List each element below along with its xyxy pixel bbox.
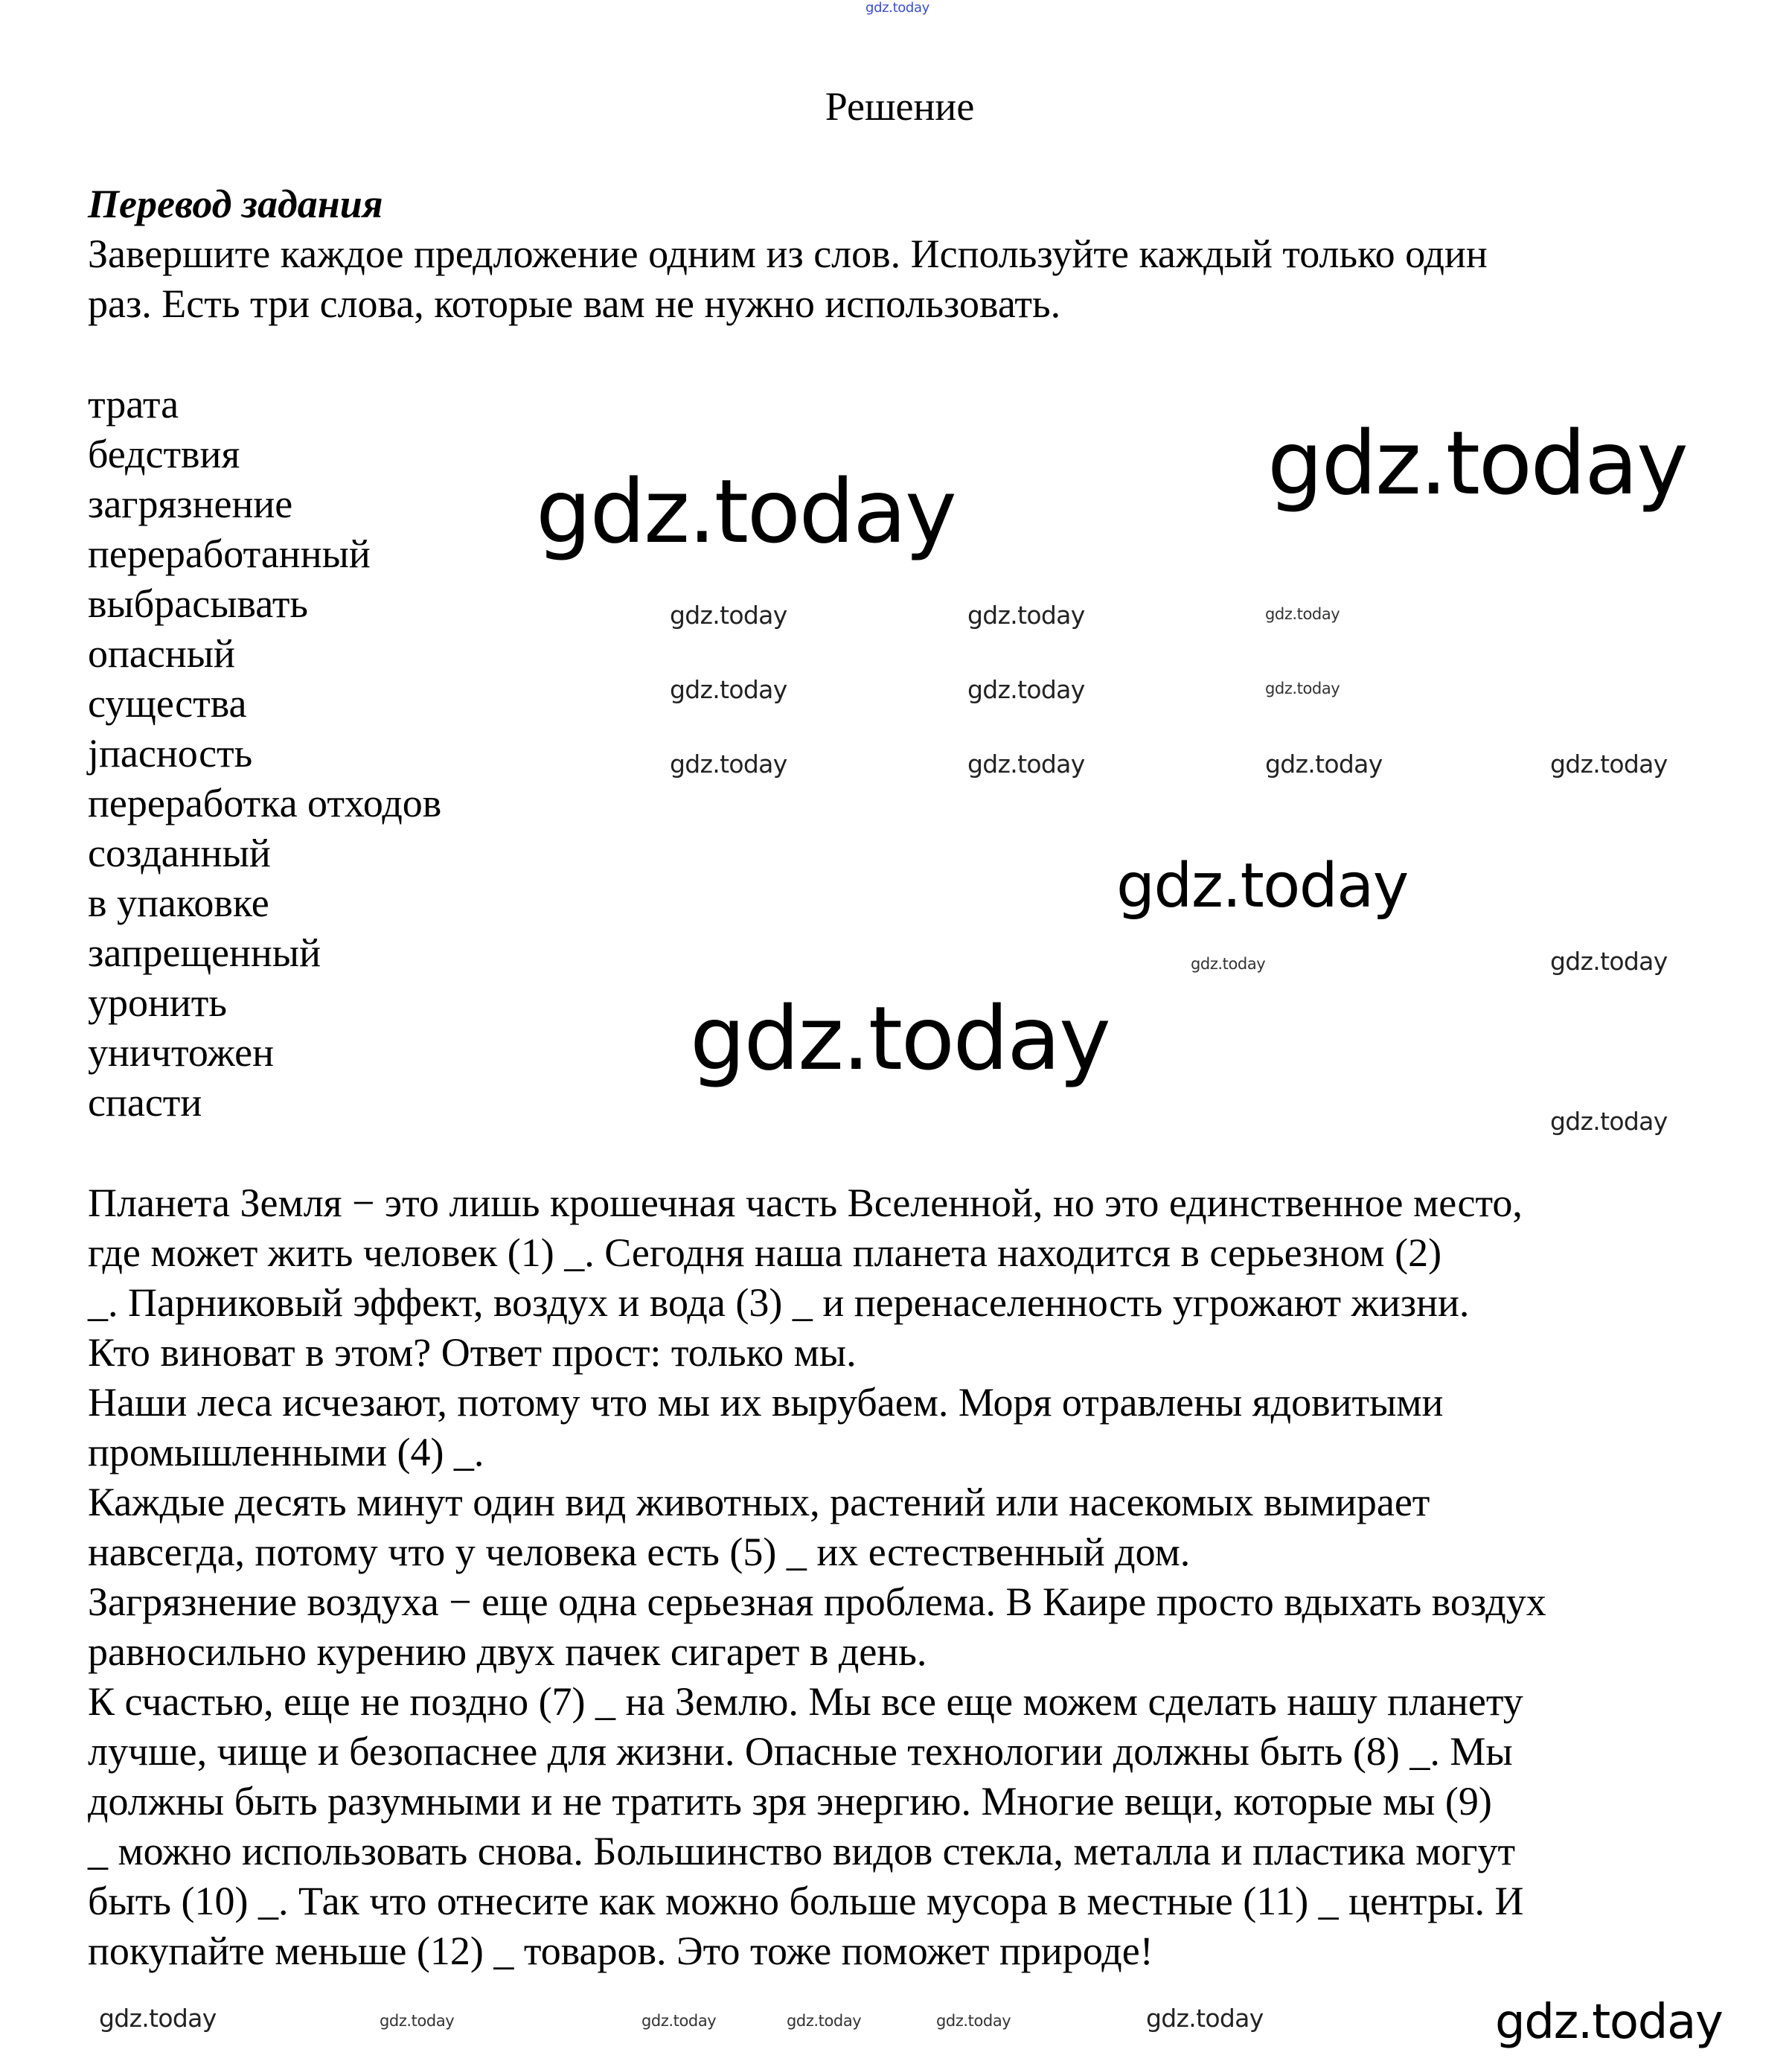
word-list-item: спасти <box>88 1080 202 1125</box>
watermark: gdz.today <box>641 2012 717 2030</box>
word-list-item: уничтожен <box>88 1030 274 1075</box>
word-list-item: выбрасывать <box>88 581 309 626</box>
watermark: gdz.today <box>670 675 787 704</box>
watermark: gdz.today <box>1550 1107 1668 1136</box>
watermark: gdz.today <box>1265 605 1340 623</box>
task-translation-heading: Перевод задания <box>88 182 383 226</box>
text-line: Наши леса исчезают, потому что мы их вырубаем. Моря отравлены ядовитыми <box>88 1380 1444 1425</box>
word-list-item: jпасность <box>88 731 253 776</box>
instruction <box>88 229 1488 329</box>
top-watermark: gdz.today <box>865 0 929 16</box>
watermark: gdz.today <box>536 460 956 563</box>
watermark: gdz.today <box>967 750 1085 779</box>
word-list-item: опасный <box>88 631 235 676</box>
watermark: gdz.today <box>690 987 1110 1090</box>
text-line: Каждые десять минут один вид животных, растений или насекомых вымирает <box>88 1480 1430 1524</box>
watermark: gdz.today <box>1495 1995 1723 2050</box>
word-list <box>88 380 441 1128</box>
watermark: gdz.today <box>787 2012 862 2030</box>
text-line: быть (10) _. Так что отнесите как можно больше мусора в местные (11) _ центры. И <box>88 1879 1524 1923</box>
word-list-item: в упаковке <box>88 881 269 925</box>
page-title: Решение <box>825 84 975 129</box>
watermark: gdz.today <box>670 601 787 630</box>
text-line: Загрязнение воздуха − еще одна серьезная проблема. В Каире просто вдыхать воздух <box>88 1579 1546 1624</box>
watermark: gdz.today <box>1191 955 1266 973</box>
watermark: gdz.today <box>967 601 1085 630</box>
text-line: равносильно курению двух пачек сигарет в день. <box>88 1629 927 1674</box>
watermark: gdz.today <box>380 2012 455 2030</box>
instruction-line: раз. Есть три слова, которые вам не нужно использовать. <box>88 281 1061 326</box>
word-list-item: уронить <box>88 980 228 1025</box>
word-list-item: бедствия <box>88 432 240 476</box>
watermark: gdz.today <box>99 2004 217 2033</box>
text-line: навсегда, потому что у человека есть (5) _ их естественный дом. <box>88 1530 1191 1574</box>
word-list-item: переработка отходов <box>88 781 442 825</box>
text-line: лучше, чище и безопаснее для жизни. Опасные технологии должны быть (8) _. Мы <box>88 1729 1513 1774</box>
watermark: gdz.today <box>1146 2004 1264 2033</box>
text-line: где может жить человек (1) _. Сегодня наша планета находится в серьезном (2) <box>88 1230 1442 1275</box>
watermark: gdz.today <box>1265 750 1383 779</box>
word-list-item: трата <box>88 382 179 426</box>
text-passage <box>88 1178 1546 1976</box>
text-line: промышленными (4) _. <box>88 1430 484 1474</box>
word-list-item: созданный <box>88 831 271 875</box>
instruction-line: Завершите каждое предложение одним из слов. Используйте каждый только один <box>88 231 1488 276</box>
watermark: gdz.today <box>936 2012 1011 2030</box>
watermark: gdz.today <box>1550 947 1668 976</box>
text-line: Планета Земля − это лишь крошечная часть Вселенной, но это единственное место, <box>88 1180 1523 1225</box>
word-list-item: переработанный <box>88 531 371 576</box>
watermark: gdz.today <box>1550 750 1668 779</box>
text-line: должны быть разумными и не тратить зря энергию. Многие вещи, которые мы (9) <box>88 1779 1492 1824</box>
watermark: gdz.today <box>1267 412 1687 514</box>
word-list-item: загрязнение <box>88 482 293 526</box>
text-line: _ можно использовать снова. Большинство видов стекла, металла и пластика могут <box>88 1829 1516 1873</box>
text-line: _. Парниковый эффект, воздух и вода (3) _ и перенаселенность угрожают жизни. <box>88 1280 1470 1325</box>
word-list-item: существа <box>88 681 247 726</box>
watermark: gdz.today <box>1265 680 1340 697</box>
word-list-item: запрещенный <box>88 930 321 975</box>
watermark: gdz.today <box>670 750 787 779</box>
watermark: gdz.today <box>967 675 1085 704</box>
watermark: gdz.today <box>1116 851 1408 921</box>
text-line: Кто виноват в этом? Ответ прост: только мы. <box>88 1330 857 1375</box>
text-line: покупайте меньше (12) _ товаров. Это тоже поможет природе! <box>88 1929 1153 1973</box>
text-line: К счастью, еще не поздно (7) _ на Землю. Мы все еще можем сделать нашу планету <box>88 1679 1523 1724</box>
